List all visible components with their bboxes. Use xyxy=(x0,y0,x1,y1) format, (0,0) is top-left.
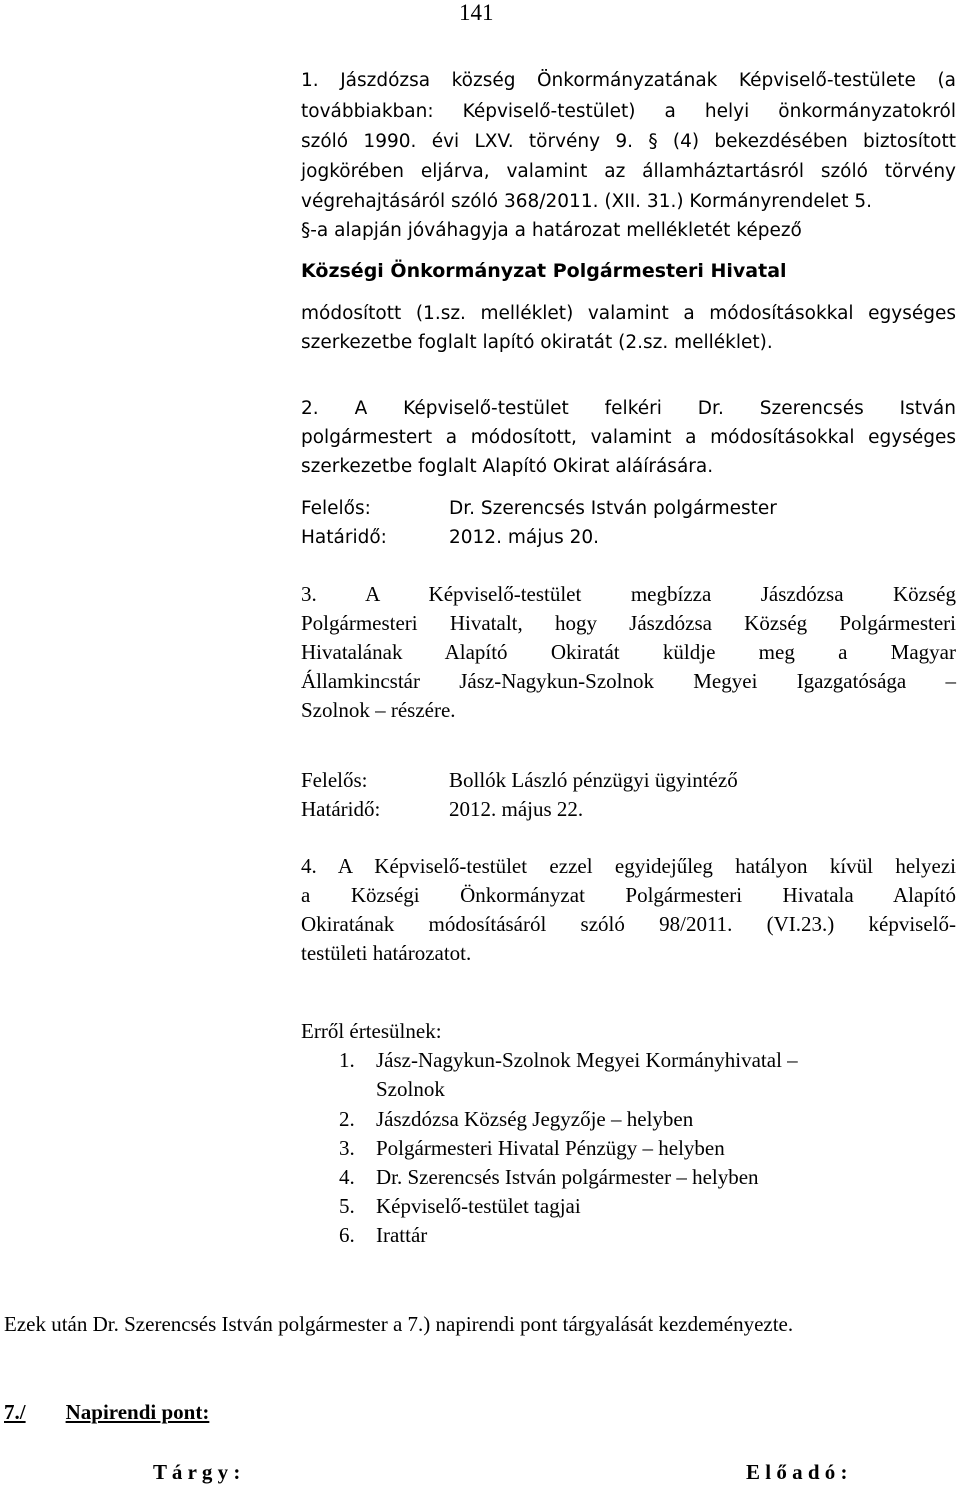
item4-line-3: Okiratának módosításáról szóló 98/2011. (VI.23.) képviselő- xyxy=(301,912,956,936)
item4-line-1: 4. A Képviselő-testület ezzel egyidejűleg hatályon kívül helyezi xyxy=(301,854,956,878)
item3-deadline-value: 2012. május 22. xyxy=(449,797,584,821)
presenter-label: E l ő a d ó : xyxy=(746,1460,848,1484)
item3-line-4: Államkincstár Jász-Nagykun-Szolnok Megyei Igazgatósága – xyxy=(301,669,956,693)
closing-sentence: Ezek után Dr. Szerencsés István polgármester a 7.) napirendi pont tárgyalását kezdeményezte. xyxy=(4,1312,794,1336)
notify-item-number: 3. xyxy=(339,1136,355,1160)
item4-line-4: testületi határozatot. xyxy=(301,941,472,965)
page-number: 141 xyxy=(459,0,494,25)
item3-line-3: Hivatalának Alapító Okiratát küldje meg a Magyar xyxy=(301,640,956,664)
notify-item-text: Irattár xyxy=(376,1223,428,1247)
item2-line-2: polgármestert a módosított, valamint a módosításokkal egységes xyxy=(301,427,956,448)
notify-item-number: 1. xyxy=(339,1048,355,1072)
item2-responsible-label: Felelős: xyxy=(301,498,371,519)
item1-after-line-1: módosított (1.sz. melléklet) valamint a módosításokkal egységes xyxy=(301,303,956,324)
item3-line-2: Polgármesteri Hivatalt, hogy Jászdózsa Község Polgármesteri xyxy=(301,611,956,635)
notify-item-number: 2. xyxy=(339,1107,355,1131)
notify-item-text: Polgármesteri Hivatal Pénzügy – helyben xyxy=(376,1136,725,1160)
item4-line-2: a Községi Önkormányzat Polgármesteri Hivatala Alapító xyxy=(301,883,956,907)
item2-line-3: szerkezetbe foglalt Alapító Okirat aláírására. xyxy=(301,456,714,477)
notify-item-number: 4. xyxy=(339,1165,355,1189)
notify-item-text: Jász-Nagykun-Szolnok Megyei Kormányhivatal – xyxy=(376,1048,798,1072)
item1-after-line-2: szerkezetbe foglalt lapító okiratát (2.sz. melléklet). xyxy=(301,332,773,353)
item3-line-5: Szolnok – részére. xyxy=(301,698,456,722)
item1-line-6: §-a alapján jóváhagyja a határozat mellékletét képező xyxy=(301,220,802,241)
agenda-number: 7./ xyxy=(4,1400,26,1424)
item1-line-3: szóló 1990. évi LXV. törvény 9. § (4) bekezdésében biztosított xyxy=(301,131,956,152)
notify-item-text: Dr. Szerencsés István polgármester – helyben xyxy=(376,1165,759,1189)
notify-item-text-cont: Szolnok xyxy=(376,1077,445,1101)
subject-label: T á r g y : xyxy=(153,1460,241,1484)
item3-responsible-value: Bollók László pénzügyi ügyintéző xyxy=(449,768,738,792)
office-name: Községi Önkormányzat Polgármesteri Hivatal xyxy=(301,260,787,282)
item2-responsible-value: Dr. Szerencsés István polgármester xyxy=(449,498,777,519)
item1-line-5: végrehajtásáról szóló 368/2011. (XII. 31.) Kormányrendelet 5. xyxy=(301,191,873,212)
item1-line-1: 1. Jászdózsa község Önkormányzatának Képviselő-testülete (a xyxy=(301,70,956,91)
item3-deadline-label: Határidő: xyxy=(301,797,381,821)
item2-deadline-value: 2012. május 20. xyxy=(449,527,600,548)
agenda-label: Napirendi pont: xyxy=(65,1400,210,1424)
item2-deadline-label: Határidő: xyxy=(301,527,387,548)
item2-line-1: 2. A Képviselő-testület felkéri Dr. Szerencsés István xyxy=(301,398,956,419)
notify-item-text: Jászdózsa Község Jegyzője – helyben xyxy=(376,1107,694,1131)
item3-responsible-label: Felelős: xyxy=(301,768,368,792)
agenda-heading-line xyxy=(4,1398,252,1427)
item1-line-2: továbbiakban: Képviselő-testület) a helyi önkormányzatokról xyxy=(301,101,956,122)
notify-heading: Erről értesülnek: xyxy=(301,1019,442,1043)
notify-item-number: 6. xyxy=(339,1223,355,1247)
notify-item-text: Képviselő-testület tagjai xyxy=(376,1194,581,1218)
notify-item-number: 5. xyxy=(339,1194,355,1218)
item1-line-4: jogkörében eljárva, valamint az államháztartásról szóló törvény xyxy=(301,161,956,182)
item3-line-1: 3. A Képviselő-testület megbízza Jászdózsa Község xyxy=(301,582,956,606)
